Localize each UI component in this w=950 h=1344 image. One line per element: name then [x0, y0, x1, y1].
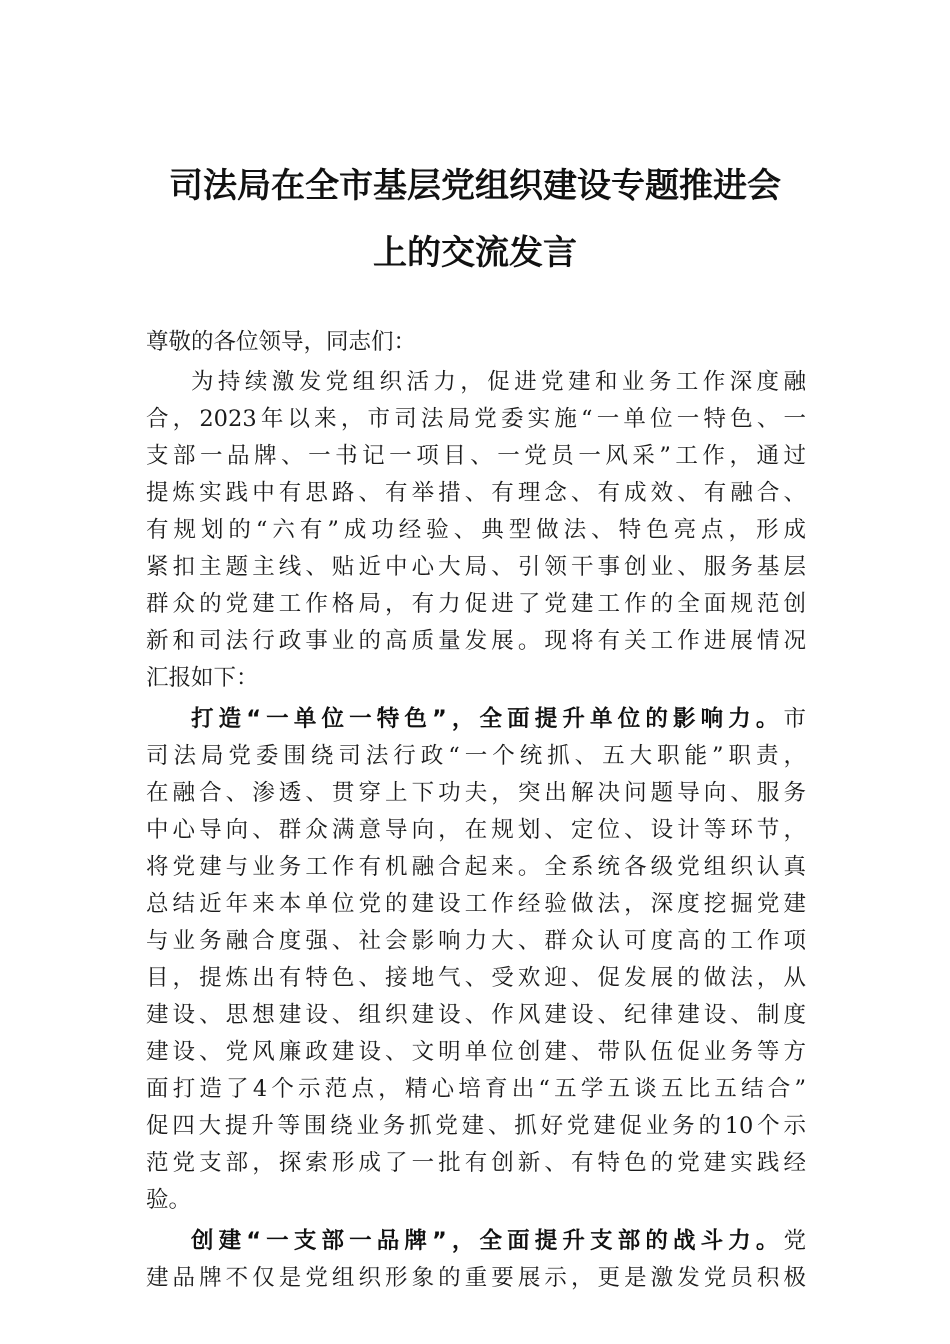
section1-line: 司法局党委围绕司法行政“一个统抓、五大职能”职责， [146, 743, 806, 769]
intro-line: 紧扣主题主线、贴近中心大局、引领干事创业、服务基层 [146, 554, 806, 580]
section1-line: 面打造了4个示范点，精心培育出“五学五谈五比五结合” [146, 1076, 806, 1102]
intro-line: 汇报如下： [146, 665, 259, 691]
intro-line: 提炼实践中有思路、有举措、有理念、有成效、有融合、 [146, 480, 806, 506]
section1-line: 目，提炼出有特色、接地气、受欢迎、促发展的做法，从 [146, 965, 806, 991]
salutation: 尊敬的各位领导，同志们： [146, 329, 417, 355]
section1-line: 将党建与业务工作有机融合起来。全系统各级党组织认真 [146, 854, 806, 880]
section1-line: 与业务融合度强、社会影响力大、群众认可度高的工作项 [146, 928, 806, 954]
document-title-line-2: 上的交流发言 [373, 233, 577, 273]
section2-first-line-tail: 党 [783, 1228, 806, 1254]
section2-first-line [191, 1226, 806, 1256]
intro-line: 群众的党建工作格局，有力促进了党建工作的全面规范创 [146, 591, 806, 617]
section1-first-line [191, 704, 806, 734]
intro-line: 支部一品牌、一书记一项目、一党员一风采”工作，通过 [146, 443, 806, 469]
section1-heading: 打造“一单位一特色”，全面提升单位的影响力。 [191, 706, 784, 732]
section1-line: 建设、党风廉政建设、文明单位创建、带队伍促业务等方 [146, 1039, 806, 1065]
intro-line: 合，2023年以来，市司法局党委实施“一单位一特色、一 [146, 406, 806, 432]
intro-line: 新和司法行政事业的高质量发展。现将有关工作进展情况 [146, 628, 806, 654]
section1-line: 总结近年来本单位党的建设工作经验做法，深度挖掘党建 [146, 891, 806, 917]
section1-line: 中心导向、群众满意导向，在规划、定位、设计等环节， [146, 817, 806, 843]
section2-line: 建品牌不仅是党组织形象的重要展示，更是激发党员积极 [146, 1265, 806, 1291]
intro-line: 为持续激发党组织活力，促进党建和业务工作深度融 [191, 369, 806, 395]
section1-line: 建设、思想建设、组织建设、作风建设、纪律建设、制度 [146, 1002, 806, 1028]
document-title-line-1: 司法局在全市基层党组织建设专题推进会 [169, 166, 781, 206]
section1-line: 促四大提升等围绕业务抓党建、抓好党建促业务的10个示 [146, 1113, 806, 1139]
section1-line: 在融合、渗透、贯穿上下功夫，突出解决问题导向、服务 [146, 780, 806, 806]
intro-line: 有规划的“六有”成功经验、典型做法、特色亮点，形成 [146, 517, 806, 543]
section1-first-line-tail: 市 [783, 706, 806, 732]
section1-line: 验。 [146, 1187, 192, 1213]
section2-heading: 创建“一支部一品牌”，全面提升支部的战斗力。 [191, 1228, 784, 1254]
section1-line: 范党支部，探索形成了一批有创新、有特色的党建实践经 [146, 1150, 806, 1176]
